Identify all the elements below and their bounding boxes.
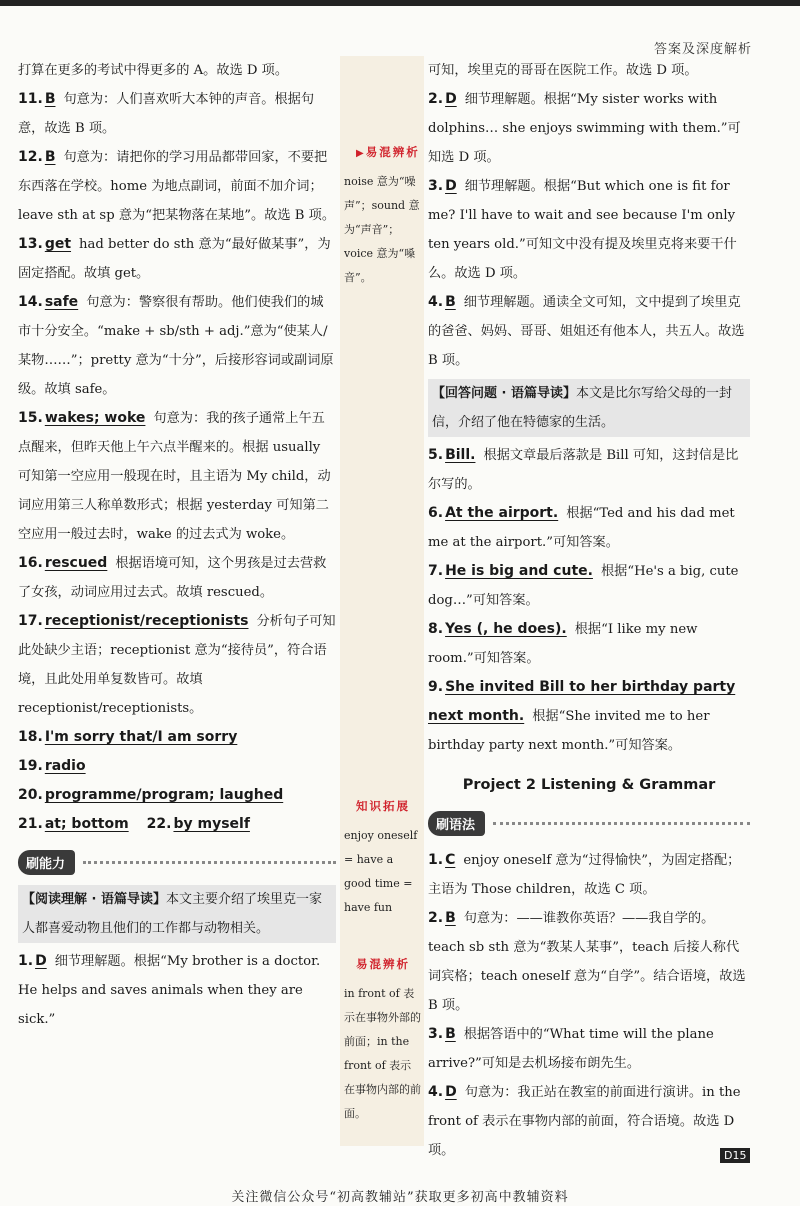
right-answer-list-2 bbox=[428, 441, 750, 760]
question-number: 12. bbox=[18, 149, 43, 165]
question-number: 15. bbox=[18, 410, 43, 426]
explanation-text: 句意为：我正站在教室的前面进行演讲。in the front of 表示在事物内部的前面，符合语境。故选 D 项。 bbox=[428, 1085, 741, 1158]
question-number: 2. bbox=[428, 91, 444, 107]
explanation-text: 细节理解题。根据“My brother is a doctor. He helps and saves animals when they are sick.” bbox=[18, 954, 321, 1027]
answer-entry bbox=[428, 1020, 750, 1078]
answer-entry bbox=[428, 85, 750, 172]
answer-entry bbox=[428, 557, 750, 615]
answer-entry bbox=[18, 947, 336, 1034]
answer-entry bbox=[18, 230, 336, 288]
answer-key: At the airport. bbox=[445, 505, 559, 521]
answer-section-intro bbox=[428, 379, 750, 437]
left-column bbox=[18, 56, 336, 1034]
reading-section-intro bbox=[18, 885, 336, 943]
question-number: 20. bbox=[18, 787, 43, 803]
answer-key: B bbox=[445, 1026, 456, 1042]
question-number: 1. bbox=[428, 852, 444, 868]
answer-entry bbox=[18, 810, 336, 839]
explanation-text: 句意为：警察很有帮助。他们使我们的城市十分安全。“make + sb/sth + adj.”意为“使某人/某物……”；pretty 意为“十分”，后接形容词或副词原级。故填 safe。 bbox=[18, 295, 334, 397]
explanation-text: 句意为：请把你的学习用品都带回家，不要把东西落在学校。home 为地点副词，前面不加介词；leave sth at sp 意为“把某物落在某地”。故选 B 项。 bbox=[18, 150, 336, 223]
answer-entry bbox=[18, 549, 336, 607]
explanation-text: 细节理解题。根据“But which one is fit for me? I'll have to wait and see because I'm only ten years old.”可知文中没有提及埃里克将来要干什么。故选 D 项。 bbox=[428, 179, 737, 281]
question-number: 11. bbox=[18, 91, 43, 107]
question-number: 21. bbox=[18, 816, 43, 832]
answer-entry bbox=[18, 781, 336, 810]
banner-label: 刷语法 bbox=[428, 811, 485, 836]
explanation-text: 句意为：我的孩子通常上午五点醒来，但昨天他上午六点半醒来的。根据 usually 可知第一空应用一般现在时，且主语为 My child，动词应用第三人称单数形式；根据 yesterday 可知第二空应用一般过去时，wake 的过去式为 woke。 bbox=[18, 411, 331, 542]
question-number: 4. bbox=[428, 1084, 444, 1100]
question-number: 17. bbox=[18, 613, 43, 629]
answer-key: receptionist/receptionists bbox=[44, 613, 249, 629]
question-number: 8. bbox=[428, 621, 444, 637]
question-number: 9. bbox=[428, 679, 444, 695]
answer-key: at; bottom bbox=[44, 816, 129, 832]
question-number: 18. bbox=[18, 729, 43, 745]
answer-key: B bbox=[44, 149, 56, 165]
answer-entry bbox=[428, 615, 750, 673]
banner-divider bbox=[493, 822, 750, 825]
answer-key: C bbox=[445, 852, 456, 868]
answer-key: wakes; woke bbox=[44, 410, 146, 426]
explanation-text: enjoy oneself 意为“过得愉快”，为固定搭配；主语为 Those children，故选 C 项。 bbox=[428, 853, 741, 897]
answer-key: B bbox=[44, 91, 56, 107]
answer-entry bbox=[18, 752, 336, 781]
explanation-text: 根据答语中的“What time will the plane arrive?”可知是去机场接布朗先生。 bbox=[428, 1027, 714, 1071]
answer-entry bbox=[428, 288, 750, 375]
page-header: 答案及深度解析 bbox=[653, 42, 752, 57]
answer-key: She invited Bill to her birthday party next month. bbox=[428, 679, 736, 724]
note-text-2: enjoy oneself = have a good time = have fun bbox=[344, 829, 418, 914]
explanation-text: 根据“He's a big, cute dog…”可知答案。 bbox=[428, 564, 739, 608]
answer-entry bbox=[428, 499, 750, 557]
answer-entry bbox=[18, 143, 336, 230]
explanation-text: had better do sth 意为“最好做某事”，为固定搭配。故填 get。 bbox=[18, 237, 331, 281]
question-number: 7. bbox=[428, 563, 444, 579]
question-number: 2. bbox=[428, 910, 444, 926]
answer-entry bbox=[18, 288, 336, 404]
top-edge bbox=[0, 0, 800, 6]
section-text: 本文主要介绍了埃里克一家人都喜爱动物且他们的工作都与动物相关。 bbox=[22, 892, 323, 936]
answer-entry bbox=[18, 85, 336, 143]
explanation-text: 根据“Ted and his dad met me at the airport.”可知答案。 bbox=[428, 506, 735, 550]
page-number: D15 bbox=[720, 1148, 750, 1163]
note-text-3: in front of 表示在事物外部的前面；in the front of 表示在事物内部的前面。 bbox=[344, 987, 421, 1120]
section-title: 【回答问题 · 语篇导读】 bbox=[432, 386, 576, 401]
answer-key: get bbox=[44, 236, 72, 252]
answer-key: Yes (, he does). bbox=[445, 621, 567, 637]
question-number: 22. bbox=[146, 816, 172, 832]
banner-label: 刷能力 bbox=[18, 850, 75, 875]
question-number: 1. bbox=[18, 953, 34, 969]
note-title-2: 知识拓展 bbox=[356, 799, 410, 813]
answer-key: He is big and cute. bbox=[445, 563, 593, 579]
answer-key: D bbox=[35, 953, 47, 969]
question-number: 3. bbox=[428, 178, 444, 194]
section-text: 本文是比尔写给父母的一封信，介绍了他在特德家的生活。 bbox=[432, 386, 733, 430]
explanation-text: 句意为：人们喜欢听大本钟的声音。根据句意，故选 B 项。 bbox=[18, 92, 315, 136]
answer-key: I'm sorry that/I am sorry bbox=[44, 729, 238, 745]
answer-entry bbox=[428, 56, 750, 85]
answer-key: D bbox=[445, 178, 457, 194]
explanation-text: 根据文章最后落款是 Bill 可知，这封信是比尔写的。 bbox=[428, 448, 739, 492]
note-title-3: 易混辨析 bbox=[356, 957, 410, 971]
answer-entry bbox=[428, 441, 750, 499]
grammar-answer-list bbox=[428, 846, 750, 1165]
answer-key: by myself bbox=[173, 816, 250, 832]
project-title: Project 2 Listening & Grammar bbox=[462, 777, 716, 793]
explanation-text: 根据“She invited me to her birthday party next month.”可知答案。 bbox=[428, 709, 710, 753]
question-number: 19. bbox=[18, 758, 43, 774]
question-number: 16. bbox=[18, 555, 43, 571]
question-number: 14. bbox=[18, 294, 43, 310]
answer-entry bbox=[428, 673, 750, 760]
question-number: 6. bbox=[428, 505, 444, 521]
explanation-text: 细节理解题。通读全文可知，文中提到了埃里克的爸爸、妈妈、哥哥、姐姐还有他本人，共五人。故选 B 项。 bbox=[428, 295, 745, 368]
right-answer-list bbox=[428, 56, 750, 375]
note-text-1: noise 意为“噪声”；sound 意为“声音”；voice 意为“嗓音”。 bbox=[344, 175, 420, 284]
left-banner bbox=[18, 847, 336, 877]
answer-entry bbox=[18, 607, 336, 723]
left-answer-list bbox=[18, 56, 336, 839]
explanation-text: 根据“I like my new room.”可知答案。 bbox=[428, 622, 698, 666]
answer-key: programme/program; laughed bbox=[44, 787, 284, 803]
answer-entry bbox=[428, 904, 750, 1020]
answer-entry bbox=[428, 1078, 750, 1165]
answer-key: B bbox=[445, 910, 456, 926]
answer-key: Bill. bbox=[445, 447, 476, 463]
answer-key: D bbox=[445, 91, 457, 107]
explanation-text: 句意为：——谁教你英语？——我自学的。teach sb sth 意为“教某人某事”，teach 后接人称代词宾格；teach oneself 意为“自学”。结合语境，故选 B 项。 bbox=[428, 911, 746, 1013]
answer-entry bbox=[428, 172, 750, 288]
answer-entry bbox=[428, 846, 750, 904]
note-title-1: ▶易混辨析 bbox=[356, 145, 420, 159]
answer-entry bbox=[18, 56, 336, 85]
banner-divider bbox=[83, 861, 336, 864]
explanation-text: 可知，埃里克的哥哥在医院工作。故选 D 项。 bbox=[428, 63, 698, 78]
explanation-text: 分析句子可知此处缺少主语；receptionist 意为“接待员”，符合语境，且此处用单复数皆可。故填 receptionist/receptionists。 bbox=[18, 614, 336, 716]
explanation-text: 根据语境可知，这个男孩是过去营救了女孩，动词应用过去式。故填 rescued。 bbox=[18, 556, 327, 600]
explanation-text: 打算在更多的考试中得更多的 A。故选 D 项。 bbox=[18, 63, 289, 78]
answer-entry bbox=[18, 404, 336, 549]
right-column bbox=[428, 56, 750, 1165]
answer-key: D bbox=[445, 1084, 457, 1100]
explanation-text: 细节理解题。根据“My sister works with dolphins… she enjoys swimming with them.”可知选 D 项。 bbox=[428, 92, 741, 165]
question-number: 4. bbox=[428, 294, 444, 310]
left-answer-list-2 bbox=[18, 947, 336, 1034]
question-number: 5. bbox=[428, 447, 444, 463]
answer-key: safe bbox=[44, 294, 79, 310]
answer-entry bbox=[18, 723, 336, 752]
section-title: 【阅读理解 · 语篇导读】 bbox=[22, 892, 166, 907]
question-number: 3. bbox=[428, 1026, 444, 1042]
right-banner bbox=[428, 808, 750, 838]
answer-key: B bbox=[445, 294, 456, 310]
answer-key: rescued bbox=[44, 555, 108, 571]
page-footer: 关注微信公众号“初高教辅站”获取更多初高中教辅资料 bbox=[231, 1190, 569, 1205]
answer-key: radio bbox=[44, 758, 86, 774]
question-number: 13. bbox=[18, 236, 43, 252]
